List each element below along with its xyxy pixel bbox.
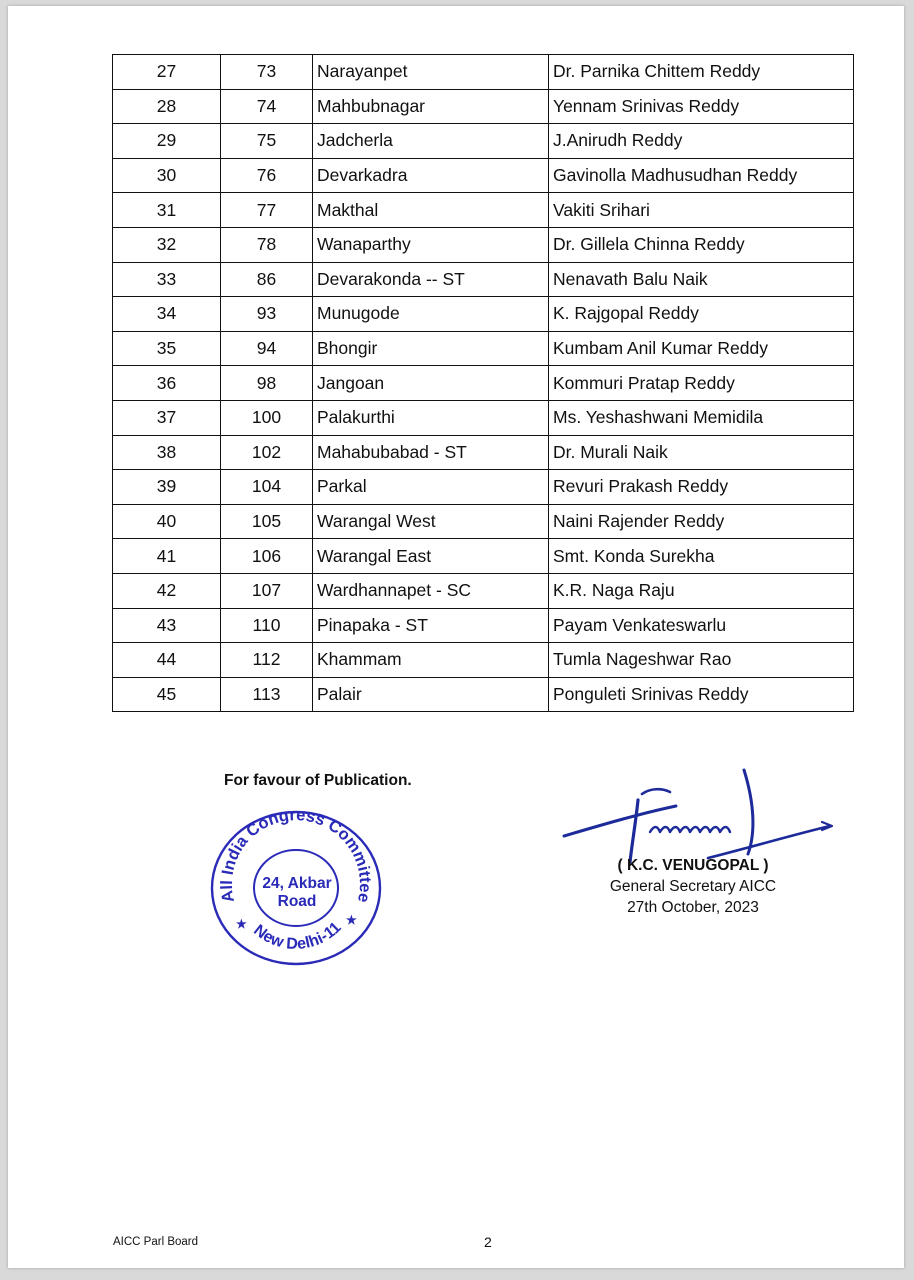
table-row [113,227,854,262]
serial-number-cell: 28 [113,89,221,124]
page-number: 2 [484,1234,492,1250]
constituency-name-cell: Devarakonda -- ST [313,262,549,297]
serial-number-cell: 33 [113,262,221,297]
constituency-name-cell: Mahbubnagar [313,89,549,124]
constituency-name-cell: Khammam [313,643,549,678]
constituency-number-cell: 73 [221,55,313,90]
aicc-seal-stamp [206,796,386,966]
candidate-name-cell: Dr. Parnika Chittem Reddy [549,55,854,90]
constituency-name-cell: Warangal West [313,504,549,539]
serial-number-cell: 45 [113,677,221,712]
candidate-name-cell: Kumbam Anil Kumar Reddy [549,331,854,366]
constituency-number-cell: 113 [221,677,313,712]
table-row [113,643,854,678]
serial-number-cell: 40 [113,504,221,539]
table-row [113,677,854,712]
candidate-name-cell: Payam Venkateswarlu [549,608,854,643]
candidate-table-body [113,55,854,712]
constituency-name-cell: Makthal [313,193,549,228]
table-row [113,331,854,366]
constituency-name-cell: Narayanpet [313,55,549,90]
constituency-number-cell: 78 [221,227,313,262]
seal-center-line2: Road [277,893,317,910]
table-row [113,608,854,643]
candidate-name-cell: Ms. Yeshashwani Memidila [549,400,854,435]
candidate-name-cell: Vakiti Srihari [549,193,854,228]
serial-number-cell: 30 [113,158,221,193]
serial-number-cell: 37 [113,400,221,435]
constituency-number-cell: 106 [221,539,313,574]
table-row [113,124,854,159]
favour-of-publication-note: For favour of Publication. [224,772,412,789]
signatory-block [598,855,788,918]
candidate-name-cell: Gavinolla Madhusudhan Reddy [549,158,854,193]
candidate-name-cell: Nenavath Balu Naik [549,262,854,297]
constituency-number-cell: 76 [221,158,313,193]
serial-number-cell: 38 [113,435,221,470]
candidate-table [112,54,854,712]
constituency-number-cell: 102 [221,435,313,470]
signatory-date: 27th October, 2023 [627,899,759,916]
constituency-number-cell: 77 [221,193,313,228]
footer-label: AICC Parl Board [113,1236,199,1248]
table-row [113,470,854,505]
constituency-number-cell: 105 [221,504,313,539]
constituency-name-cell: Jangoan [313,366,549,401]
candidate-name-cell: Kommuri Pratap Reddy [549,366,854,401]
constituency-number-cell: 94 [221,331,313,366]
serial-number-cell: 35 [113,331,221,366]
constituency-number-cell: 98 [221,366,313,401]
candidate-name-cell: Ponguleti Srinivas Reddy [549,677,854,712]
candidate-name-cell: Naini Rajender Reddy [549,504,854,539]
constituency-name-cell: Wanaparthy [313,227,549,262]
constituency-name-cell: Warangal East [313,539,549,574]
serial-number-cell: 43 [113,608,221,643]
constituency-name-cell: Munugode [313,297,549,332]
constituency-name-cell: Mahabubabad - ST [313,435,549,470]
serial-number-cell: 32 [113,227,221,262]
candidate-name-cell: K.R. Naga Raju [549,573,854,608]
table-row [113,55,854,90]
candidate-name-cell: Yennam Srinivas Reddy [549,89,854,124]
table-row [113,366,854,401]
seal-center-line1: 24, Akbar [262,875,332,892]
table-row [113,89,854,124]
constituency-name-cell: Palakurthi [313,400,549,435]
serial-number-cell: 27 [113,55,221,90]
constituency-name-cell: Bhongir [313,331,549,366]
candidate-name-cell: Revuri Prakash Reddy [549,470,854,505]
constituency-number-cell: 112 [221,643,313,678]
star-icon: ★ [346,913,357,927]
table-row [113,262,854,297]
candidate-name-cell: Dr. Murali Naik [549,435,854,470]
document-page [8,6,904,1268]
serial-number-cell: 36 [113,366,221,401]
constituency-name-cell: Devarkadra [313,158,549,193]
constituency-number-cell: 107 [221,573,313,608]
seal-ring-top-text: All India Congress Committee [217,805,375,905]
constituency-number-cell: 110 [221,608,313,643]
constituency-number-cell: 104 [221,470,313,505]
constituency-number-cell: 74 [221,89,313,124]
candidate-name-cell: Dr. Gillela Chinna Reddy [549,227,854,262]
constituency-number-cell: 100 [221,400,313,435]
constituency-number-cell: 93 [221,297,313,332]
table-row [113,193,854,228]
serial-number-cell: 42 [113,573,221,608]
constituency-name-cell: Pinapaka - ST [313,608,549,643]
serial-number-cell: 31 [113,193,221,228]
constituency-number-cell: 75 [221,124,313,159]
signatory-name: ( K.C. VENUGOPAL ) [617,857,769,874]
constituency-number-cell: 86 [221,262,313,297]
serial-number-cell: 34 [113,297,221,332]
signatory-designation: General Secretary AICC [609,878,777,895]
table-row [113,435,854,470]
candidate-name-cell: J.Anirudh Reddy [549,124,854,159]
table-row [113,504,854,539]
serial-number-cell: 44 [113,643,221,678]
table-row [113,539,854,574]
star-icon: ★ [236,917,247,931]
table-row [113,400,854,435]
candidate-name-cell: Smt. Konda Surekha [549,539,854,574]
constituency-name-cell: Jadcherla [313,124,549,159]
candidate-name-cell: K. Rajgopal Reddy [549,297,854,332]
serial-number-cell: 39 [113,470,221,505]
table-row [113,158,854,193]
constituency-name-cell: Wardhannapet - SC [313,573,549,608]
serial-number-cell: 41 [113,539,221,574]
serial-number-cell: 29 [113,124,221,159]
table-row [113,297,854,332]
constituency-name-cell: Palair [313,677,549,712]
seal-ring-bottom-text: New Delhi-11 [250,919,345,954]
candidate-name-cell: Tumla Nageshwar Rao [549,643,854,678]
constituency-name-cell: Parkal [313,470,549,505]
table-row [113,573,854,608]
